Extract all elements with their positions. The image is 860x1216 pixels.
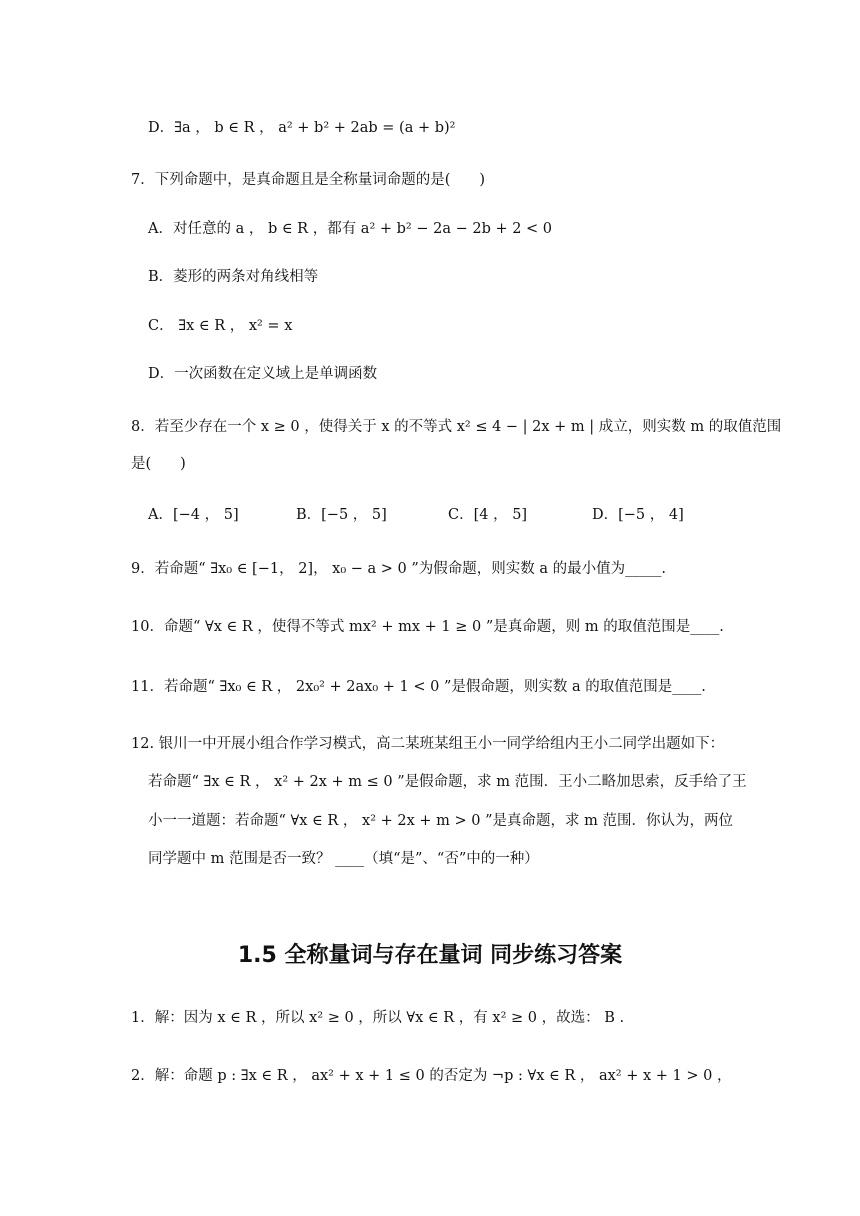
question-8-option-b: B．[−5 ， 5] — [296, 507, 387, 523]
question-7-option-d: D．一次函数在定义域上是单调函数 — [148, 366, 378, 382]
question-7-option-b: B．菱形的两条对角线相等 — [148, 269, 319, 285]
answer-2: 2．解：命题 p : ∃x ∈ R ， ax² + x + 1 ≤ 0 的否定为 ¬p : ∀x ∈ R ， ax² + x + 1 > 0 ， — [131, 1068, 732, 1084]
question-6-option-d: D．∃a ， b ∈ R ， a² + b² + 2ab = (a + b)² — [148, 120, 456, 136]
question-10-stem: 10．命题“ ∀x ∈ R ，使得不等式 mx² + mx + 1 ≥ 0 ”是真命题，则 m 的取值范围是____. — [131, 619, 724, 635]
answers-title: 1.5 全称量词与存在量词 同步练习答案 — [237, 943, 623, 968]
question-8-option-a: A．[−4 ， 5] — [148, 507, 239, 523]
question-7-option-a: A．对任意的 a ， b ∈ R ，都有 a² + b² − 2a − 2b + 2 < 0 — [148, 221, 553, 237]
question-7-stem: 7．下列命题中，是真命题且是全称量词命题的是( ) — [131, 172, 486, 188]
question-12-line-2: 若命题“ ∃x ∈ R ， x² + 2x + m ≤ 0 ”是假命题，求 m 范围．王小二略加思索，反手给了王 — [148, 774, 747, 790]
question-8-stem-line-1: 8．若至少存在一个 x ≥ 0 ，使得关于 x 的不等式 x² ≤ 4 − | 2x + m | 成立，则实数 m 的取值范围 — [131, 419, 782, 435]
question-8-stem-line-2: 是( ) — [131, 456, 186, 472]
question-11-stem: 11．若命题“ ∃x₀ ∈ R ， 2x₀² + 2ax₀ + 1 < 0 ”是假命题，则实数 a 的取值范围是____. — [131, 679, 706, 695]
question-12-line-3: 小一一道题：若命题“ ∀x ∈ R ， x² + 2x + m > 0 ”是真命题，求 m 范围．你认为，两位 — [148, 813, 733, 829]
answer-1: 1．解：因为 x ∈ R ，所以 x² ≥ 0 ，所以 ∀x ∈ R ，有 x² ≥ 0 ，故选： B . — [131, 1010, 625, 1026]
question-8-option-c: C．[4 ， 5] — [448, 507, 528, 523]
question-12-line-1: 12. 银川一中开展小组合作学习模式，高二某班某组王小一同学给组内王小二同学出题如下： — [131, 736, 725, 752]
question-9-stem: 9．若命题“ ∃x₀ ∈ [−1， 2]， x₀ − a > 0 ”为假命题，则实数 a 的最小值为_____. — [131, 561, 667, 577]
question-7-option-c: C． ∃x ∈ R ， x² = x — [148, 318, 293, 334]
question-8-option-d: D．[−5 ， 4] — [592, 507, 684, 523]
question-12-line-4: 同学题中 m 范围是否一致？ ____（填“是”、“否”中的一种） — [148, 851, 539, 867]
